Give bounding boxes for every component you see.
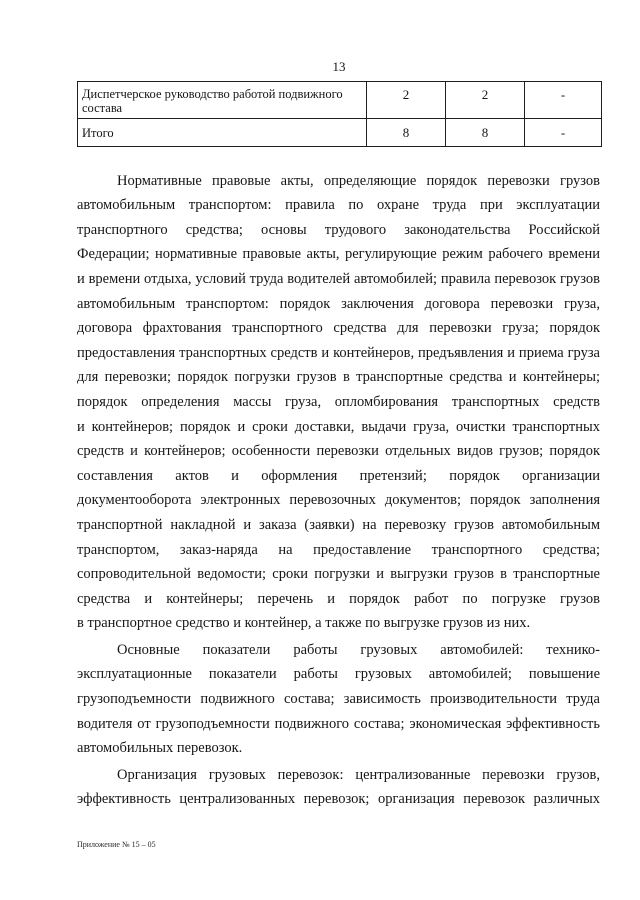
text-line: транспортом, заказ-наряда на предоставление транспортного средства; [77,541,600,558]
footer-appendix-label: Приложение № 15 – 05 [77,840,156,849]
body-text [77,169,600,814]
text-line: договора фрахтования транспортного средства для перевозки груза; порядок [77,320,600,337]
text-line: автомобильных перевозок. [77,740,243,757]
text-line: эксплуатационные показатели работы грузовых автомобилей; повышение [77,666,600,683]
text-line: и времени отдыха, условий труда водителей автомобилей; правила перевозок грузов [77,270,600,287]
text-line: для перевозки; порядок погрузки грузов в транспортные средства и контейнеры; [77,369,600,386]
table-cell-value: 8 [446,119,525,147]
text-line: Основные показатели работы грузовых автомобилей: технико- [117,641,600,658]
text-line: составления актов и оформления претензий; порядок организации [77,467,600,484]
paragraph-regulations [77,169,600,636]
text-line: Федерации; нормативные правовые акты, регулирующие режим рабочего времени [77,246,600,263]
text-line: порядок определения массы груза, опломбирования транспортных средств [77,393,600,410]
hours-table [77,81,602,147]
text-line: водителя от грузоподъемности подвижного состава; экономическая эффективность [77,715,600,732]
text-line: транспортной накладной и заказа (заявки) на перевозку грузов автомобильным [77,516,600,533]
table-cell-value: - [525,119,602,147]
text-line: средства и контейнеры; перечень и порядок работ по погрузке грузов [77,590,600,607]
text-line: средств и контейнеров; особенности перевозки отдельных видов грузов; порядок [77,443,600,460]
table-cell-value: 8 [367,119,446,147]
text-line: грузоподъемности подвижного состава; зависимость производительности труда [77,691,600,708]
text-line: транспортного средства; основы трудового законодательства Российской [77,221,600,238]
text-line: Нормативные правовые акты, определяющие порядок перевозки грузов [117,172,600,189]
text-line: документооборота электронных перевозочных документов; порядок заполнения [77,492,600,509]
table-row-total [78,119,602,147]
text-line: предоставления транспортных средств и контейнеров, предъявления и приема груза [77,344,600,361]
text-line: в транспортное средство и контейнер, а также по выгрузке грузов из них. [77,615,531,632]
text-line: сопроводительной ведомости; сроки погрузки и выгрузки грузов в транспортные [77,566,600,583]
table-cell-topic: Диспетчерское руководство работой подвижного состава [78,82,367,119]
table-row [78,82,602,119]
paragraph-indicators [77,638,600,761]
paragraph-organization [77,763,600,812]
text-line: и контейнеров; порядок и сроки доставки, выдачи груза, очистки транспортных [77,418,600,435]
table-cell-topic: Итого [78,119,367,147]
text-line: эффективность централизованных перевозок; организация перевозок различных [77,791,600,808]
text-line: автомобильным транспортом: порядок заключения договора перевозки груза, [77,295,600,312]
page-number: 13 [332,59,346,74]
table-cell-value: 2 [367,82,446,119]
table-cell-value: 2 [446,82,525,119]
text-line: автомобильным транспортом: правила по охране труда при эксплуатации [77,197,600,214]
text-line: Организация грузовых перевозок: централизованные перевозки грузов, [117,766,600,783]
table-cell-value: - [525,82,602,119]
